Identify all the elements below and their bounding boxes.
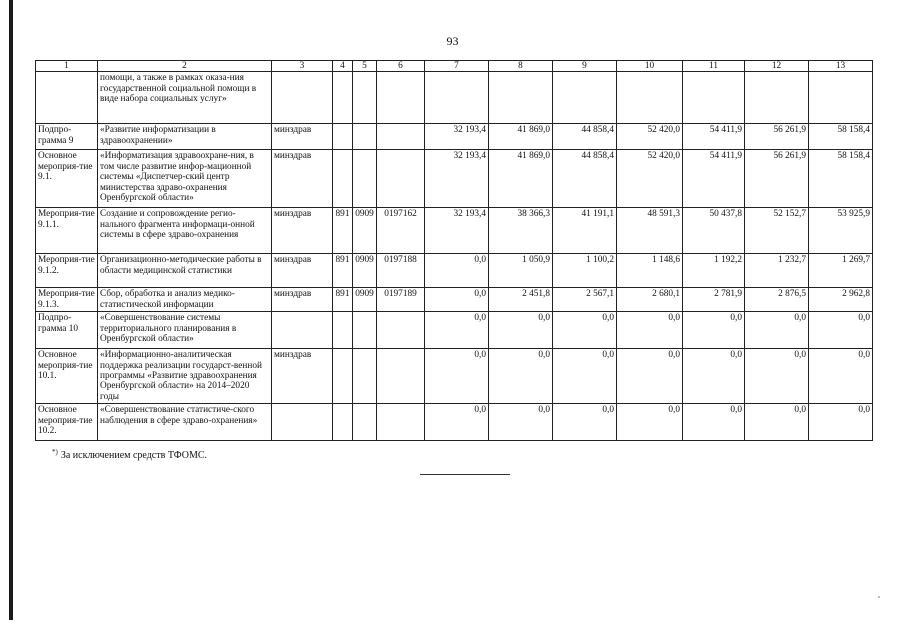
code-cell: [333, 349, 353, 404]
value-cell: 0,0: [617, 349, 683, 404]
value-cell: 1 148,6: [617, 254, 683, 288]
code-cell: [333, 124, 353, 150]
value-cell: [489, 72, 553, 124]
column-header: 8: [489, 61, 553, 72]
row-label-cell: Мероприя-тие 9.1.3.: [36, 288, 98, 312]
executor-cell: минздрав: [272, 288, 333, 312]
value-cell: 0,0: [809, 404, 873, 441]
value-cell: 54 411,9: [683, 124, 745, 150]
executor-cell: минздрав: [272, 349, 333, 404]
value-cell: 2 962,8: [809, 288, 873, 312]
executor-cell: [272, 72, 333, 124]
value-cell: 0,0: [425, 404, 489, 441]
value-cell: 0,0: [553, 349, 617, 404]
value-cell: 0,0: [425, 312, 489, 349]
description-cell: «Информационно-аналитическая поддержка реализации государст-венной программы «Развитие здравоохранения Оренбургской области» на 2014–2020 годы: [98, 349, 272, 404]
table-row: [36, 72, 873, 124]
table-row: [36, 150, 873, 208]
description-cell: Организационно-методические работы в области медицинской статистики: [98, 254, 272, 288]
code-cell: [377, 72, 425, 124]
value-cell: 0,0: [553, 312, 617, 349]
code-cell: 0197162: [377, 208, 425, 254]
description-cell: «Совершенствование системы территориального планирования в Оренбургской области»: [98, 312, 272, 349]
row-label-cell: Основное мероприя-тие 10.2.: [36, 404, 98, 441]
column-header: 13: [809, 61, 873, 72]
value-cell: 2 876,5: [745, 288, 809, 312]
column-number-row: [36, 61, 873, 72]
column-header: 1: [36, 61, 98, 72]
footnote-text: За исключением средств ТФОМС.: [60, 450, 208, 461]
value-cell: 41 191,1: [553, 208, 617, 254]
value-cell: 1 192,2: [683, 254, 745, 288]
page-number: 93: [446, 34, 459, 48]
code-cell: [333, 72, 353, 124]
column-header: 6: [377, 61, 425, 72]
code-cell: [333, 312, 353, 349]
value-cell: 0,0: [553, 404, 617, 441]
executor-cell: минздрав: [272, 150, 333, 208]
column-header: 9: [553, 61, 617, 72]
table-row: [36, 208, 873, 254]
value-cell: 56 261,9: [745, 150, 809, 208]
value-cell: 0,0: [489, 312, 553, 349]
value-cell: 0,0: [425, 349, 489, 404]
row-label-cell: Подпро-грамма 10: [36, 312, 98, 349]
table-row: [36, 404, 873, 441]
value-cell: [617, 72, 683, 124]
value-cell: 0,0: [683, 349, 745, 404]
description-cell: «Развитие информатизации в здравоохранении»: [98, 124, 272, 150]
value-cell: 0,0: [489, 349, 553, 404]
code-cell: 0197188: [377, 254, 425, 288]
code-cell: [333, 404, 353, 441]
code-cell: 0909: [353, 254, 377, 288]
value-cell: 48 591,3: [617, 208, 683, 254]
code-cell: 891: [333, 208, 353, 254]
column-header: 4: [333, 61, 353, 72]
code-cell: [353, 349, 377, 404]
code-cell: 891: [333, 254, 353, 288]
row-label-cell: Основное мероприя-тие 10.1.: [36, 349, 98, 404]
description-cell: «Совершенствование статистиче-ского наблюдения в сфере здраво-охранения»: [98, 404, 272, 441]
code-cell: [377, 404, 425, 441]
table-row: [36, 288, 873, 312]
executor-cell: [272, 312, 333, 349]
footnote-marker: *): [52, 448, 58, 456]
value-cell: 53 925,9: [809, 208, 873, 254]
code-cell: [377, 124, 425, 150]
value-cell: 2 781,9: [683, 288, 745, 312]
value-cell: 0,0: [617, 312, 683, 349]
code-cell: [353, 312, 377, 349]
value-cell: 41 869,0: [489, 124, 553, 150]
value-cell: 1 232,7: [745, 254, 809, 288]
description-cell: Сбор, обработка и анализ медико-статистической информации: [98, 288, 272, 312]
value-cell: 54 411,9: [683, 150, 745, 208]
value-cell: 0,0: [745, 312, 809, 349]
description-cell: помощи, а также в рамках оказа-ния государственной социальной помощи в виде набора социальных услуг»: [98, 72, 272, 124]
executor-cell: [272, 404, 333, 441]
executor-cell: минздрав: [272, 124, 333, 150]
row-label-cell: Подпро-грамма 9: [36, 124, 98, 150]
column-header: 11: [683, 61, 745, 72]
code-cell: 0909: [353, 208, 377, 254]
code-cell: [353, 404, 377, 441]
value-cell: 0,0: [683, 404, 745, 441]
table-row: [36, 349, 873, 404]
value-cell: [745, 72, 809, 124]
value-cell: 41 869,0: [489, 150, 553, 208]
value-cell: 0,0: [745, 404, 809, 441]
value-cell: 56 261,9: [745, 124, 809, 150]
value-cell: 1 050,9: [489, 254, 553, 288]
column-header: 2: [98, 61, 272, 72]
code-cell: 0197189: [377, 288, 425, 312]
value-cell: 44 858,4: [553, 150, 617, 208]
code-cell: [377, 312, 425, 349]
value-cell: 32 193,4: [425, 150, 489, 208]
code-cell: [353, 72, 377, 124]
column-header: 12: [745, 61, 809, 72]
column-header: 3: [272, 61, 333, 72]
code-cell: 891: [333, 288, 353, 312]
value-cell: 0,0: [809, 349, 873, 404]
code-cell: [377, 150, 425, 208]
code-cell: [353, 150, 377, 208]
value-cell: 52 420,0: [617, 150, 683, 208]
value-cell: 0,0: [489, 404, 553, 441]
value-cell: 0,0: [683, 312, 745, 349]
code-cell: [333, 150, 353, 208]
value-cell: [683, 72, 745, 124]
description-cell: «Информатизация здравоохране-ния, в том числе развитие инфор-мационной системы «Диспетчер-ский центр министерства здраво-охранения Оренбургской области»: [98, 150, 272, 208]
value-cell: 0,0: [425, 288, 489, 312]
value-cell: 32 193,4: [425, 208, 489, 254]
code-cell: [377, 349, 425, 404]
value-cell: 52 420,0: [617, 124, 683, 150]
row-label-cell: Основное мероприя-тие 9.1.: [36, 150, 98, 208]
value-cell: 2 567,1: [553, 288, 617, 312]
value-cell: [425, 72, 489, 124]
scan-speck: [878, 596, 880, 598]
row-label-cell: [36, 72, 98, 124]
table-row: [36, 124, 873, 150]
value-cell: 44 858,4: [553, 124, 617, 150]
description-cell: Создание и сопровождение регио-нального фрагмента информаци-онной системы в сфере здраво-охранения: [98, 208, 272, 254]
value-cell: 32 193,4: [425, 124, 489, 150]
executor-cell: минздрав: [272, 254, 333, 288]
value-cell: 50 437,8: [683, 208, 745, 254]
code-cell: [353, 124, 377, 150]
value-cell: 0,0: [809, 312, 873, 349]
code-cell: 0909: [353, 288, 377, 312]
value-cell: 58 158,4: [809, 124, 873, 150]
column-header: 10: [617, 61, 683, 72]
value-cell: 1 269,7: [809, 254, 873, 288]
value-cell: [553, 72, 617, 124]
separator-line: [420, 474, 510, 475]
column-header: 7: [425, 61, 489, 72]
executor-cell: минздрав: [272, 208, 333, 254]
value-cell: 2 451,8: [489, 288, 553, 312]
value-cell: 1 100,2: [553, 254, 617, 288]
value-cell: 0,0: [745, 349, 809, 404]
footnote: [52, 448, 207, 461]
value-cell: 2 680,1: [617, 288, 683, 312]
value-cell: 58 158,4: [809, 150, 873, 208]
table-row: [36, 254, 873, 288]
value-cell: 0,0: [617, 404, 683, 441]
value-cell: [809, 72, 873, 124]
value-cell: 38 366,3: [489, 208, 553, 254]
row-label-cell: Мероприя-тие 9.1.1.: [36, 208, 98, 254]
row-label-cell: Мероприя-тие 9.1.2.: [36, 254, 98, 288]
value-cell: 0,0: [425, 254, 489, 288]
table-row: [36, 312, 873, 349]
column-header: 5: [353, 61, 377, 72]
value-cell: 52 152,7: [745, 208, 809, 254]
scan-edge-bar: [9, 0, 13, 620]
budget-table: [35, 60, 873, 441]
